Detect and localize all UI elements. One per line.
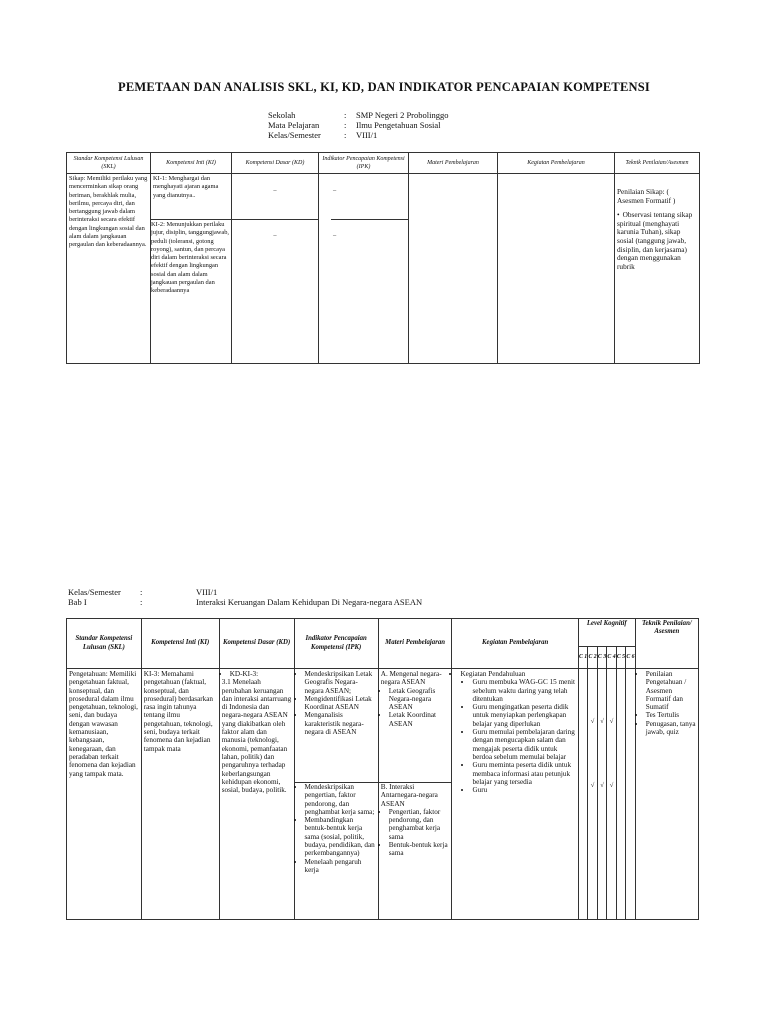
header-kegiatan: Kegiatan Pembelajaran bbox=[452, 619, 578, 669]
cell-c2 bbox=[588, 669, 597, 920]
meta-sep: : bbox=[344, 110, 347, 120]
header-level-kognitif: Level Kognitif bbox=[578, 619, 635, 647]
meta-sep: : bbox=[344, 130, 347, 140]
cell-c3 bbox=[597, 669, 606, 920]
ipk-1-text: – bbox=[333, 187, 337, 194]
level-c1: C 1 bbox=[578, 647, 587, 669]
cell-ki bbox=[151, 174, 232, 364]
mapping-table-sikap bbox=[66, 152, 700, 364]
table-row bbox=[67, 174, 700, 364]
meta-key: Bab I bbox=[68, 597, 87, 607]
cell-teknik bbox=[615, 174, 700, 364]
mapping-table-pengetahuan bbox=[66, 618, 699, 920]
list-item: • Penugasan, tanya jawab, quiz bbox=[646, 720, 696, 737]
ki-2-text: KI-2: Menunjukkan perilaku jujur, disiplin, tanggungjawab, peduli (toleransi, gotong royong), santun, dan percaya diri dalam berinteraksi secara efektif dengan lingkungan sosial dan alam dalam jangkauan pergaulan dan keberadaannya bbox=[151, 221, 230, 295]
kd-heading: • KD-KI-3: bbox=[230, 670, 292, 678]
list-item: • Letak Geografis Negara-negara ASEAN bbox=[389, 687, 450, 712]
header-kd: Kompetensi Dasar (KD) bbox=[219, 619, 294, 669]
header-kd: Kompetensi Dasar (KD) bbox=[232, 153, 319, 174]
cell-ki: KI-3: Memahami pengetahuan (faktual, konseptual, dan prosedural) berdasarkan rasa ingin tahunya tentang ilmu pengetahuan, teknologi, seni, budaya terkait fenomena dan kejadian tampak mata bbox=[141, 669, 219, 920]
list-item: • Pengertian, faktor pendorong, dan penghambat kerja sama bbox=[389, 808, 450, 841]
cell-c5 bbox=[616, 669, 625, 920]
list-item: • Membandingkan bentuk-bentuk kerja sama (sosial, politik, budaya, pendidikan, dan perkembangannya) bbox=[305, 816, 376, 857]
list-item: • Tes Tertulis bbox=[646, 711, 696, 719]
meta-value: VIII/1 bbox=[196, 587, 218, 597]
level-c4: C 4 bbox=[607, 647, 616, 669]
header-materi: Materi Pembelajaran bbox=[378, 619, 452, 669]
header-ki: Kompetensi Inti (KI) bbox=[141, 619, 219, 669]
list-item: • Penilaian Pengetahuan / Asesmen Formatif dan Sumatif bbox=[646, 670, 696, 711]
document-meta bbox=[268, 110, 448, 140]
meta-sep: : bbox=[140, 587, 143, 597]
kd-2-text: – bbox=[232, 219, 318, 240]
check-mark: √ bbox=[600, 718, 604, 725]
list-item: • Guru mengingatkan peserta didik untuk menyiapkan perlengkapan belajar yang diperlukan bbox=[472, 703, 575, 728]
cell-kd bbox=[219, 669, 294, 920]
cell-kd bbox=[232, 174, 319, 364]
level-c5: C 5 bbox=[616, 647, 625, 669]
header-skl: Standar Kompetensi Lulusan (SKL) bbox=[67, 619, 142, 669]
cell-skl: Sikap: Memiliki perilaku yang mencerminkan sikap orang beriman, berakhlak mulia, berilmu, percaya diri, dan bertanggung jawab dalam berinteraksi secara efektif dengan lingkungan sosial dan alam dalam jangkauan pergaulan dan keberadaannya. bbox=[67, 174, 151, 364]
list-item: • Guru memulai pembelajaran daring dengan mengucapkan salam dan mengajak peserta didik untuk berdoa sebelum memulai belajar bbox=[472, 728, 575, 761]
table-header-row bbox=[67, 619, 699, 647]
list-item: • Guru meminta peserta didik untuk membaca informasi atau petunjuk belajar yang tersedia bbox=[472, 761, 575, 786]
meta-value: Ilmu Pengetahuan Sosial bbox=[356, 120, 441, 130]
list-item: • Guru bbox=[472, 786, 575, 794]
meta-key: Kelas/Semester bbox=[268, 130, 321, 140]
penilaian-title: Penilaian Sikap: ( Asesmen Formatif ) bbox=[617, 187, 676, 205]
kd-1-text: – bbox=[273, 187, 277, 194]
level-c3: C 3 bbox=[597, 647, 606, 669]
ipk-2-text: – bbox=[331, 219, 408, 240]
header-ipk: Indikator Pencapaian Kompetensi (IPK) bbox=[319, 153, 409, 174]
kegiatan-title: • Kegiatan Pendahuluan bbox=[460, 670, 575, 678]
ki-1-text: KI-1: Menghargai dan menghayati ajaran agama yang dianutnya.. bbox=[153, 175, 219, 199]
meta-value: VIII/1 bbox=[356, 130, 378, 140]
meta-key: Sekolah bbox=[268, 110, 296, 120]
cell-skl: Pengetahuan: Memiliki pengetahuan faktual, konseptual, dan prosedural dalam ilmu pengetahuan, teknologi, seni, dan budaya dengan wawasan kemanusiaan, kebangsaan, kenegaraan, dan peradaban terkait fenomena dan kejadian yang tampak mata. bbox=[67, 669, 142, 920]
header-ki: Kompetensi Inti (KI) bbox=[151, 153, 232, 174]
header-ipk: Indikator Pencapaian Kompetensi (IPK) bbox=[294, 619, 378, 669]
cell-c4 bbox=[607, 669, 616, 920]
meta-key: Kelas/Semester bbox=[68, 587, 121, 597]
list-item: • Mendeskripsikan pengertian, faktor pendorong, dan penghambat kerja sama; bbox=[305, 783, 376, 816]
check-mark: √ bbox=[590, 718, 595, 725]
list-item: • Letak Koordinat ASEAN bbox=[389, 711, 450, 728]
materi-b-title: B. Interaksi Antarnegara-negara ASEAN bbox=[380, 783, 438, 808]
chapter-title: Interaksi Keruangan Dalam Kehidupan Di Negara-negara ASEAN bbox=[196, 597, 423, 607]
meta-key: Mata Pelajaran bbox=[268, 120, 320, 130]
cell-materi bbox=[378, 669, 452, 920]
table-row bbox=[67, 669, 699, 920]
header-teknik: Teknik Penilaian/ Asesmen bbox=[635, 619, 698, 669]
list-item: • Observasi tentang sikap spiritual (menghayati karunia Tuhan), sikap sosial (tanggung jawab, disiplin, dan kerjasama) dengan menggunakan rubrik bbox=[617, 211, 697, 271]
cell-materi bbox=[409, 174, 498, 364]
header-kegiatan: Kegiatan Pembelajaran bbox=[498, 153, 615, 174]
kd-text: 3.1 Menelaah perubahan keruangan dan interaksi antarruang di Indonesia dan negara-negara ASEAN yang diakibatkan oleh faktor alam dan manusia (teknologi, ekonomi, pemanfaatan lahan, politik) dan pengaruhnya terhadap keberlangsungan kehidupan ekonomi, sosial, budaya, politik. bbox=[221, 678, 292, 795]
list-item: • Bentuk-bentuk kerja sama bbox=[389, 841, 450, 858]
header-materi: Materi Pembelajaran bbox=[409, 153, 498, 174]
list-item: • Mendeskripsikan Letak Geografis Negara-negara ASEAN; bbox=[305, 670, 376, 695]
list-item: • Menelaah pengaruh kerja bbox=[305, 858, 376, 875]
level-c6: C 6 bbox=[626, 647, 636, 669]
cell-c6 bbox=[626, 669, 636, 920]
list-item: • Mengidentifikasi Letak Koordinat ASEAN bbox=[305, 695, 376, 712]
cell-kegiatan bbox=[498, 174, 615, 364]
level-c2: C 2 bbox=[588, 647, 597, 669]
table-header-row bbox=[67, 153, 700, 174]
cell-teknik bbox=[635, 669, 698, 920]
cell-c1 bbox=[578, 669, 587, 920]
materi-a-title: A. Mengenal negara-negara ASEAN bbox=[380, 670, 442, 687]
check-mark: √ bbox=[590, 782, 595, 790]
page-title: PEMETAAN DAN ANALISIS SKL, KI, KD, DAN INDIKATOR PENCAPAIAN KOMPETENSI bbox=[118, 80, 650, 94]
header-skl: Standar Kompetensi Lulusan (SKL) bbox=[67, 153, 151, 174]
cell-ipk bbox=[294, 669, 378, 920]
header-teknik: Teknik Penilaian/Asesmen bbox=[615, 153, 700, 174]
list-item: • Guru membuka WAG-GC 15 menit sebelum waktu daring yang telah ditentukan bbox=[472, 678, 575, 703]
cell-kegiatan bbox=[452, 669, 578, 920]
check-mark: √ bbox=[609, 718, 614, 725]
check-mark: √ bbox=[600, 782, 604, 790]
meta-value: SMP Negeri 2 Probolinggo bbox=[356, 110, 449, 120]
cell-ipk bbox=[319, 174, 409, 364]
chapter-meta bbox=[68, 587, 422, 607]
meta-sep: : bbox=[140, 597, 143, 607]
check-mark: √ bbox=[609, 782, 614, 790]
meta-sep: : bbox=[344, 120, 347, 130]
list-item: • Menganalisis karakteristik negara-negara di ASEAN bbox=[305, 711, 376, 736]
